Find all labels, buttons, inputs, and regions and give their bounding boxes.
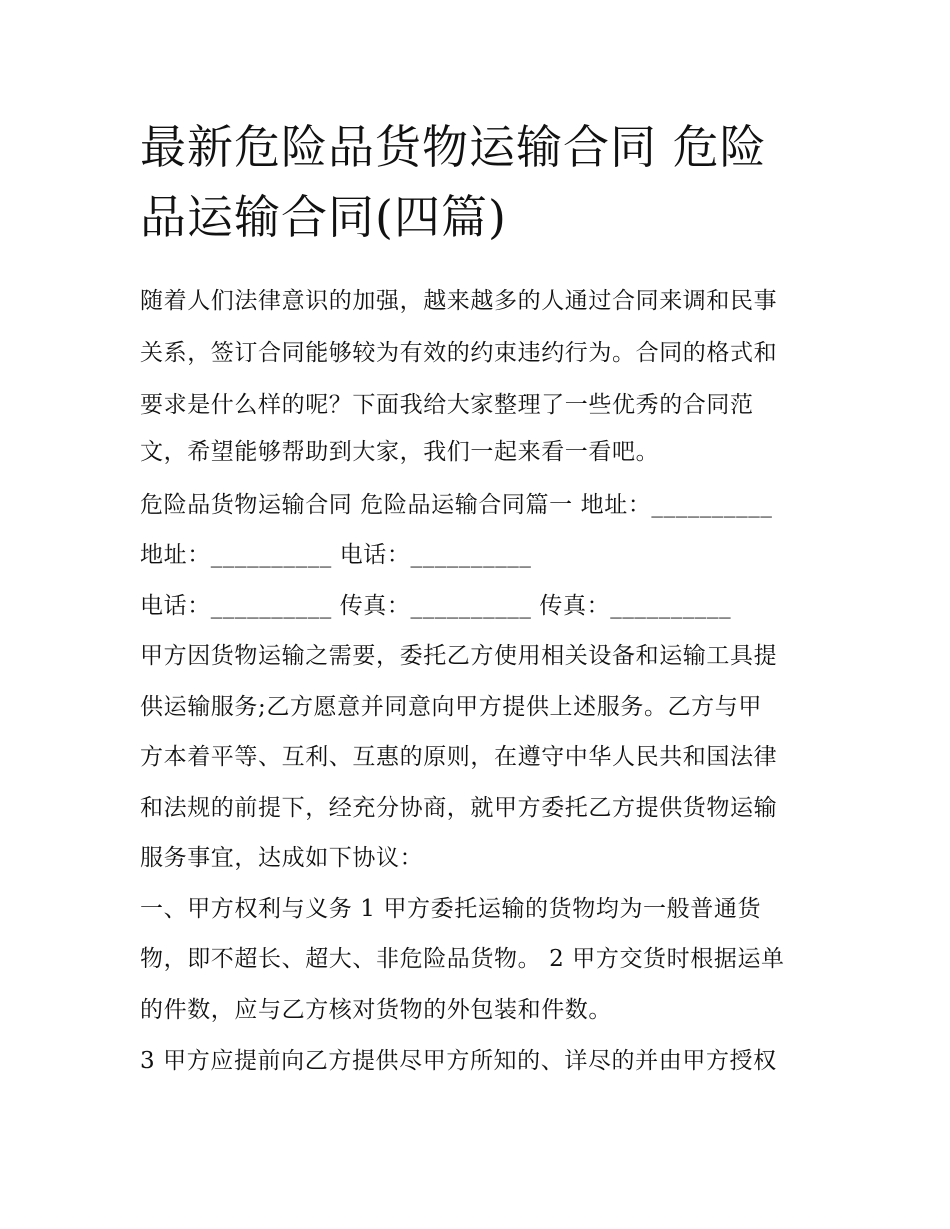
phone-fax-line: 电话：__________ 传真：__________ 传真：__________ <box>140 593 732 619</box>
title-line-2: 品运输合同(四篇) <box>140 190 507 244</box>
document-title <box>140 112 820 252</box>
paragraph-line-5: 服务事宜，达成如下协议： <box>140 845 424 871</box>
section-heading-address-line: 危险品货物运输合同 危险品运输合同篇一 地址：__________ <box>140 492 773 518</box>
intro-line-1: 随着人们法律意识的加强，越来越多的人通过合同来调和民事 <box>140 288 778 314</box>
paragraph-line-1: 甲方因货物运输之需要，委托乙方使用相关设备和运输工具提 <box>140 643 778 669</box>
clause-line-1: 一、甲方权利与义务 1 甲方委托运输的货物均为一般普通货 <box>140 896 762 922</box>
address-phone-line: 地址：__________ 电话：__________ <box>140 542 532 568</box>
title-line-1: 最新危险品货物运输合同 危险 <box>140 120 767 174</box>
intro-line-2: 关系，签订合同能够较为有效的约束违约行为。合同的格式和 <box>140 340 778 366</box>
paragraph-line-2: 供运输服务;乙方愿意并同意向甲方提供上述服务。乙方与甲 <box>140 694 762 720</box>
clause-line-4: 3 甲方应提前向乙方提供尽甲方所知的、详尽的并由甲方授权 <box>140 1048 777 1074</box>
clause-line-3: 的件数，应与乙方核对货物的外包装和件数。 <box>140 997 612 1023</box>
intro-line-3: 要求是什么样的呢？下面我给大家整理了一些优秀的合同范 <box>140 392 754 418</box>
paragraph-line-3: 方本着平等、互利、互惠的原则，在遵守中华人民共和国法律 <box>140 744 778 770</box>
paragraph-line-4: 和法规的前提下，经充分协商，就甲方委托乙方提供货物运输 <box>140 795 778 821</box>
clause-line-2: 物，即不超长、超大、非危险品货物。 2 甲方交货时根据运单 <box>140 946 785 972</box>
intro-line-4: 文，希望能够帮助到大家，我们一起来看一看吧。 <box>140 439 660 465</box>
